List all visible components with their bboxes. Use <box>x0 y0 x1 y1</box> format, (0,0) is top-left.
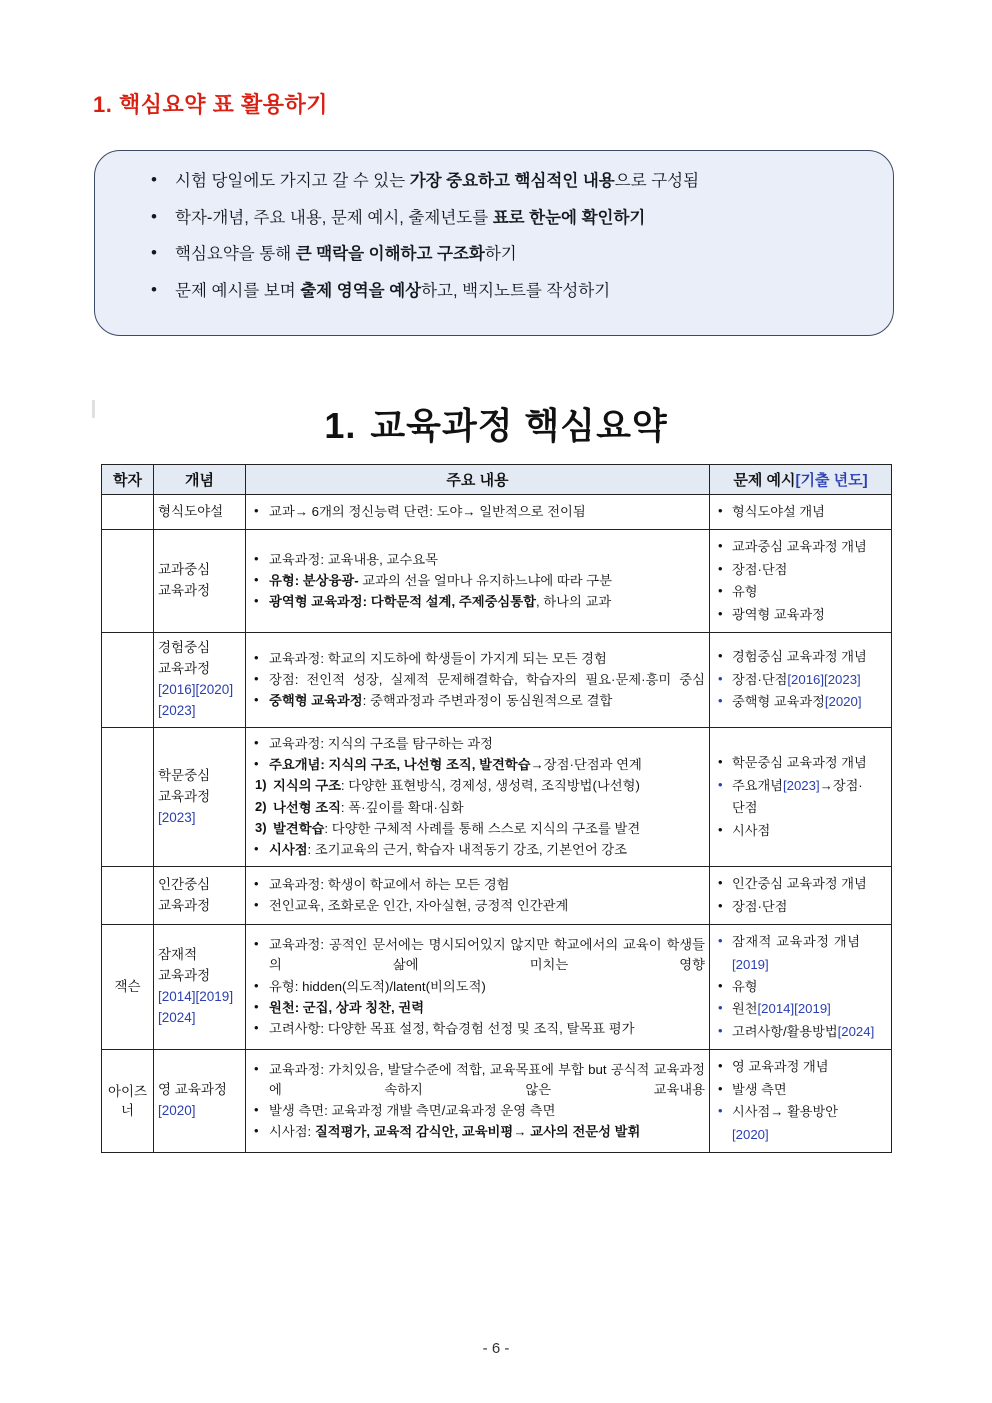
concept-year: [2024] <box>158 1010 196 1026</box>
cell-main-content <box>246 925 710 1050</box>
main-content-item <box>250 798 705 818</box>
concept-year: [2016][2020] <box>158 682 234 698</box>
cell-concept <box>154 925 246 1050</box>
content-text: 고려사항: 다양한 목표 설정, 학습경험 선정 및 조직, 탈목표 평가 <box>269 1021 635 1037</box>
page-title-number: 1. <box>324 405 357 446</box>
page-number-footer: - 6 - <box>482 1340 510 1357</box>
exam-year-tag: [2014][2019] <box>757 1001 831 1017</box>
cell-scholar <box>102 867 154 925</box>
tip-text: 하고, 백지노트를 작성하기 <box>421 281 611 300</box>
content-text: 교육과정: 교육내용, 교수요목 <box>269 552 438 568</box>
exam-year-tag: [2016][2023] <box>787 671 861 687</box>
content-text: 발생 측면: 교육과정 개발 측면/교육과정 운영 측면 <box>269 1103 556 1119</box>
exam-year-tag: [2019] <box>732 956 769 972</box>
exam-example-item <box>714 999 887 1019</box>
exam-text: 원천 <box>732 1001 758 1017</box>
content-text: 전인교육, 조화로운 인간, 자아실현, 긍정적 인간관계 <box>269 898 569 914</box>
main-content-list <box>250 649 705 712</box>
column-header-label: 개념 <box>185 472 214 489</box>
content-text: 교육과정: 공적인 문서에는 명시되어있지 않지만 학교에서의 교육이 학생들의 삶에 미치는 영향 <box>269 937 705 973</box>
exam-text: 단점 <box>732 800 758 816</box>
cell-exam-example <box>710 530 892 633</box>
exam-example-item <box>714 1057 887 1077</box>
exam-example-item <box>714 1022 887 1042</box>
main-content-item <box>250 571 705 591</box>
cell-main-content <box>246 495 710 530</box>
concept-line: 인간중심 <box>158 876 211 892</box>
concept-line: 교육과정 <box>158 583 211 599</box>
exam-text: 중핵형 교육과정 <box>732 694 825 710</box>
curriculum-summary-table <box>101 464 892 1153</box>
exam-example-list <box>714 1057 887 1145</box>
exam-example-item <box>714 560 887 580</box>
table-row <box>102 495 892 530</box>
exam-example-list <box>714 874 887 917</box>
main-content-list <box>250 550 705 613</box>
tip-text: 하기 <box>484 245 517 263</box>
cell-main-content <box>246 633 710 728</box>
tip-item <box>129 173 859 190</box>
table-header-row <box>102 465 892 495</box>
cell-concept <box>154 867 246 925</box>
cell-concept <box>154 495 246 530</box>
exam-year-tag: [2020] <box>732 1126 769 1142</box>
exam-text: 장점·단점 <box>732 898 788 914</box>
content-text: 교육과정: 지식의 구조를 탐구하는 과정 <box>269 735 493 751</box>
cell-concept <box>154 633 246 728</box>
content-emphasis: 주요개념: 지식의 구조, 나선형 조직, 발견학습 <box>269 757 531 773</box>
exam-example-item <box>714 977 887 997</box>
exam-year-tag: [2023] <box>782 777 820 793</box>
tip-emphasis: 출제 영역을 예상 <box>300 281 422 300</box>
exam-example-item <box>714 605 887 625</box>
main-content-item <box>250 896 705 916</box>
exam-text: 영 교육과정 개념 <box>732 1059 829 1075</box>
exam-example-list <box>714 647 887 712</box>
concept-line: 교육과정 <box>158 661 211 677</box>
content-emphasis: 시사점 <box>269 841 308 857</box>
content-text: 유형: hidden(의도적)/latent(비의도적) <box>269 978 486 994</box>
concept-year: [2023] <box>158 703 196 719</box>
main-content-item <box>250 977 705 997</box>
content-text: 교과→ 6개의 정신능력 단련: 도야→ 일반적으로 전이됨 <box>269 504 586 520</box>
exam-text: 시사점 <box>732 822 771 838</box>
main-content-item <box>250 755 705 775</box>
exam-text: 형식도야설 개념 <box>732 504 825 519</box>
table-row <box>102 867 892 925</box>
exam-text: 유형 <box>732 584 758 600</box>
tip-item <box>129 283 859 300</box>
exam-example-item <box>714 670 887 690</box>
cell-main-content <box>246 867 710 925</box>
exam-example-item <box>714 776 887 796</box>
main-content-list <box>250 734 705 860</box>
column-header-0 <box>102 465 154 495</box>
cell-exam-example <box>710 633 892 728</box>
main-content-item <box>250 875 705 895</box>
main-content-item <box>250 935 705 975</box>
exam-text: 인간중심 교육과정 개념 <box>732 876 867 892</box>
concept-year: [2020] <box>158 1103 196 1119</box>
content-emphasis: 광역형 교육과정: 다학문적 설계, 주제중심통합 <box>269 594 536 610</box>
main-content-item <box>250 776 705 796</box>
exam-text: 학문중심 교육과정 개념 <box>732 755 867 771</box>
tip-text: 학자-개념, 주요 내용, 문제 예시, 출제년도를 <box>175 208 493 227</box>
exam-example-item <box>714 1080 887 1100</box>
column-header-label: 학자 <box>113 472 142 489</box>
exam-example-item <box>714 647 887 667</box>
content-text: 시사점: <box>269 1124 315 1140</box>
exam-example-list <box>714 932 887 1042</box>
exam-example-item <box>714 1125 887 1145</box>
tips-callout-box <box>94 150 894 336</box>
main-content-list <box>250 502 705 522</box>
concept-line: 잠재적 <box>158 947 198 963</box>
concept-line: 교육과정 <box>158 788 211 804</box>
exam-example-item <box>714 932 887 952</box>
cell-scholar: 잭슨 <box>102 925 154 1050</box>
cell-concept <box>154 530 246 633</box>
tip-item <box>129 246 859 263</box>
content-text: : 조기교육의 근거, 학습자 내적동기 강조, 기본언어 강조 <box>307 841 628 857</box>
cell-exam-example <box>710 727 892 866</box>
main-content-item <box>250 998 705 1018</box>
cell-exam-example <box>710 1050 892 1153</box>
main-content-list <box>250 935 705 1039</box>
content-text: : 다양한 구체적 사례를 통해 스스로 지식의 구조를 발견 <box>324 820 641 836</box>
cell-concept <box>154 1050 246 1153</box>
content-emphasis: 질적평가, 교육적 감식안, 교육비평→ 교사의 전문성 발휘 <box>314 1124 641 1140</box>
exam-text: 장점·단점 <box>732 671 788 687</box>
table-row <box>102 633 892 728</box>
content-text: 교육과정: 가치있음, 발달수준에 적합, 교육목표에 부합 but 공식적 교육과정에 속하지 않은 교육내용 <box>269 1061 705 1098</box>
content-emphasis: 지식의 구조 <box>273 778 341 794</box>
column-header-1 <box>154 465 246 495</box>
concept-line: 교육과정 <box>158 968 211 984</box>
content-text: 교육과정: 학생이 학교에서 하는 모든 경험 <box>269 876 510 892</box>
exam-text: 주요개념 <box>732 777 783 793</box>
page-title <box>0 398 992 449</box>
cell-exam-example <box>710 867 892 925</box>
exam-example-list <box>714 502 887 522</box>
table-header <box>102 465 892 495</box>
exam-text: 경험중심 교육과정 개념 <box>732 649 867 665</box>
tip-emphasis: 표로 한눈에 확인하기 <box>492 208 646 227</box>
tip-text: 문제 예시를 보며 <box>175 281 301 300</box>
exam-example-item <box>714 955 887 975</box>
main-content-item <box>250 1122 705 1142</box>
exam-example-item <box>714 502 887 522</box>
cell-main-content <box>246 530 710 633</box>
content-emphasis: 원천: 군집, 상과 칭찬, 권력 <box>269 999 425 1015</box>
main-content-item <box>250 502 705 522</box>
concept-year: [2014][2019] <box>158 989 234 1005</box>
table-row <box>102 727 892 866</box>
column-header-2 <box>246 465 710 495</box>
tips-list <box>129 173 859 299</box>
main-content-list <box>250 875 705 916</box>
column-header-label: 문제 예시 <box>733 472 796 489</box>
page-title-text: 교육과정 핵심요약 <box>370 405 668 446</box>
exam-example-list <box>714 753 887 841</box>
cell-scholar <box>102 495 154 530</box>
exam-example-item <box>714 874 887 894</box>
main-content-item <box>250 840 705 860</box>
concept-line: 교과중심 <box>158 562 211 578</box>
main-content-item <box>250 1101 705 1121</box>
exam-text: 발생 측면 <box>732 1081 787 1097</box>
exam-example-item <box>714 692 887 712</box>
cell-scholar: 아이즈너 <box>102 1050 154 1153</box>
cell-scholar <box>102 530 154 633</box>
main-content-item <box>250 550 705 570</box>
content-text: : 폭·깊이를 확대·심화 <box>340 799 464 815</box>
table-row <box>102 530 892 633</box>
exam-text: 장점·단점 <box>732 561 788 577</box>
exam-example-item <box>714 1102 887 1122</box>
main-content-list <box>250 1060 705 1143</box>
concept-year: [2023] <box>158 809 196 825</box>
exam-text: 유형 <box>732 978 758 994</box>
cell-scholar <box>102 633 154 728</box>
cell-main-content <box>246 1050 710 1153</box>
table-body <box>102 495 892 1153</box>
main-content-item <box>250 1060 705 1100</box>
exam-text: 시사점→ 활용방안 <box>732 1104 839 1120</box>
concept-line: 영 교육과정 <box>158 1082 227 1098</box>
column-header-year-note: [기출 년도] <box>795 472 868 489</box>
content-text: 교육과정: 학교의 지도하에 학생들이 가지게 되는 모든 경험 <box>269 650 607 666</box>
content-emphasis: 나선형 조직 <box>273 799 341 815</box>
exam-example-item <box>714 897 887 917</box>
exam-example-item <box>714 582 887 602</box>
exam-year-tag: [2024] <box>837 1023 875 1039</box>
cell-exam-example <box>710 495 892 530</box>
cell-scholar <box>102 727 154 866</box>
section-heading: 1. 핵심요약 표 활용하기 <box>93 92 328 117</box>
tip-text: 핵심요약을 통해 <box>175 245 296 263</box>
main-content-item <box>250 670 705 690</box>
exam-text: 잠재적 교육과정 개념 <box>732 934 861 950</box>
concept-line: 교육과정 <box>158 897 211 913</box>
content-text: 교과의 선을 얼마나 유지하느냐에 따라 구분 <box>358 573 612 589</box>
exam-example-item <box>714 753 887 773</box>
concept-line: 경험중심 <box>158 640 211 656</box>
column-header-3 <box>710 465 892 495</box>
cell-concept <box>154 727 246 866</box>
exam-example-item <box>714 798 887 818</box>
exam-example-item <box>714 537 887 557</box>
table-row <box>102 925 892 1050</box>
main-content-item <box>250 592 705 612</box>
tip-text: 시험 당일에도 가지고 갈 수 있는 <box>175 172 410 190</box>
concept-line: 학문중심 <box>158 767 211 783</box>
main-content-item <box>250 649 705 669</box>
content-emphasis: 유형: 분상융광- <box>269 573 359 589</box>
main-content-item <box>250 1019 705 1039</box>
cell-main-content <box>246 727 710 866</box>
main-content-item <box>250 734 705 754</box>
column-header-label: 주요 내용 <box>446 472 509 489</box>
concept-line: 형식도야설 <box>158 503 224 519</box>
tip-emphasis: 가장 중요하고 핵심적인 내용 <box>409 172 615 190</box>
main-content-item <box>250 819 705 839</box>
exam-year-tag: [2020] <box>824 694 862 710</box>
tip-emphasis: 큰 맥락을 이해하고 구조화 <box>295 245 485 263</box>
tip-text: 으로 구성됨 <box>614 172 700 190</box>
content-emphasis: 발견학습 <box>273 820 325 836</box>
exam-example-list <box>714 537 887 625</box>
exam-text: 교과중심 교육과정 개념 <box>732 539 867 555</box>
table-row <box>102 1050 892 1153</box>
content-text: →장점·단점과 연계 <box>530 757 642 773</box>
tip-item <box>129 210 859 227</box>
content-text: , 하나의 교과 <box>535 594 612 610</box>
exam-text: →장점· <box>819 777 863 793</box>
content-text: : 중핵과정과 주변과정이 동심원적으로 결합 <box>362 693 613 709</box>
content-text: 장점: 전인적 성장, 실제적 문제해결학습, 학습자의 필요·문제·흥미 중심 <box>269 672 705 687</box>
exam-text: 고려사항/활용방법 <box>732 1023 838 1039</box>
exam-text: 광역형 교육과정 <box>732 606 825 622</box>
cell-exam-example <box>710 925 892 1050</box>
content-text: : 다양한 표현방식, 경제성, 생성력, 조직방법(나선형) <box>340 778 640 794</box>
content-emphasis: 중핵형 교육과정 <box>269 693 363 709</box>
main-content-item <box>250 691 705 711</box>
exam-example-item <box>714 821 887 841</box>
